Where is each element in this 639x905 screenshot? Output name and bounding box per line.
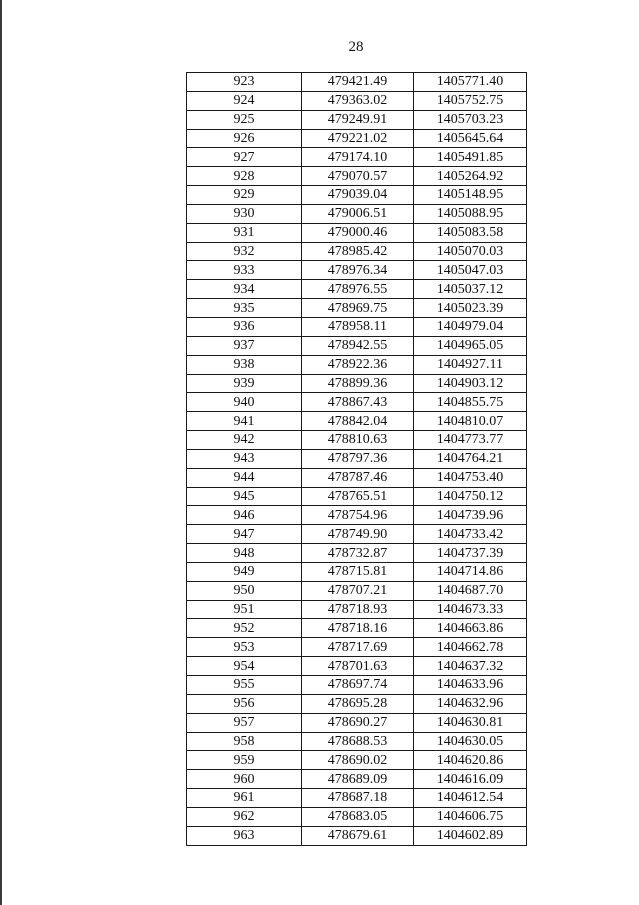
point-number-cell: 929 (187, 186, 302, 205)
table-row (187, 619, 527, 638)
point-number-cell: 952 (187, 619, 302, 638)
table-row (187, 336, 527, 355)
x-coordinate-cell: 478797.36 (302, 449, 414, 468)
x-coordinate-cell: 478765.51 (302, 487, 414, 506)
table-row (187, 562, 527, 581)
point-number-cell: 940 (187, 393, 302, 412)
x-coordinate-cell: 478715.81 (302, 562, 414, 581)
x-coordinate-cell: 478689.09 (302, 770, 414, 789)
table-row (187, 732, 527, 751)
y-coordinate-cell: 1404662.78 (414, 638, 527, 657)
y-coordinate-cell: 1404606.75 (414, 807, 527, 826)
table-row (187, 676, 527, 695)
table-row (187, 487, 527, 506)
x-coordinate-cell: 478683.05 (302, 807, 414, 826)
x-coordinate-cell: 479039.04 (302, 186, 414, 205)
x-coordinate-cell: 478718.16 (302, 619, 414, 638)
point-number-cell: 946 (187, 506, 302, 525)
point-number-cell: 950 (187, 581, 302, 600)
point-number-cell: 960 (187, 770, 302, 789)
point-number-cell: 948 (187, 544, 302, 563)
y-coordinate-cell: 1405752.75 (414, 91, 527, 110)
point-number-cell: 932 (187, 242, 302, 261)
table-row (187, 73, 527, 92)
x-coordinate-cell: 479070.57 (302, 167, 414, 186)
y-coordinate-cell: 1404810.07 (414, 412, 527, 431)
y-coordinate-cell: 1404616.09 (414, 770, 527, 789)
table-row (187, 826, 527, 845)
y-coordinate-cell: 1404773.77 (414, 431, 527, 450)
table-row (187, 638, 527, 657)
point-number-cell: 933 (187, 261, 302, 280)
x-coordinate-cell: 478867.43 (302, 393, 414, 412)
x-coordinate-cell: 478701.63 (302, 657, 414, 676)
x-coordinate-cell: 478749.90 (302, 525, 414, 544)
table-row (187, 431, 527, 450)
y-coordinate-cell: 1404633.96 (414, 676, 527, 695)
point-number-cell: 934 (187, 280, 302, 299)
table-row (187, 148, 527, 167)
point-number-cell: 924 (187, 91, 302, 110)
x-coordinate-cell: 479363.02 (302, 91, 414, 110)
x-coordinate-cell: 478922.36 (302, 355, 414, 374)
x-coordinate-cell: 478976.55 (302, 280, 414, 299)
table-row (187, 581, 527, 600)
y-coordinate-cell: 1405703.23 (414, 110, 527, 129)
table-row (187, 204, 527, 223)
y-coordinate-cell: 1404687.70 (414, 581, 527, 600)
table-row (187, 280, 527, 299)
page-number: 28 (348, 39, 364, 55)
y-coordinate-cell: 1405083.58 (414, 223, 527, 242)
point-number-cell: 944 (187, 468, 302, 487)
y-coordinate-cell: 1404673.33 (414, 600, 527, 619)
table-row (187, 167, 527, 186)
y-coordinate-cell: 1405771.40 (414, 73, 527, 92)
y-coordinate-cell: 1404855.75 (414, 393, 527, 412)
y-coordinate-cell: 1404733.42 (414, 525, 527, 544)
table-row (187, 299, 527, 318)
table-row (187, 751, 527, 770)
point-number-cell: 953 (187, 638, 302, 657)
point-number-cell: 936 (187, 317, 302, 336)
x-coordinate-cell: 479006.51 (302, 204, 414, 223)
point-number-cell: 930 (187, 204, 302, 223)
x-coordinate-cell: 478976.34 (302, 261, 414, 280)
table-row (187, 242, 527, 261)
table-row (187, 91, 527, 110)
y-coordinate-cell: 1404630.81 (414, 713, 527, 732)
point-number-cell: 956 (187, 694, 302, 713)
y-coordinate-cell: 1405070.03 (414, 242, 527, 261)
point-number-cell: 931 (187, 223, 302, 242)
x-coordinate-cell: 478754.96 (302, 506, 414, 525)
y-coordinate-cell: 1404753.40 (414, 468, 527, 487)
y-coordinate-cell: 1404663.86 (414, 619, 527, 638)
table-row (187, 393, 527, 412)
point-number-cell: 935 (187, 299, 302, 318)
x-coordinate-cell: 479221.02 (302, 129, 414, 148)
y-coordinate-cell: 1404637.32 (414, 657, 527, 676)
table-row (187, 600, 527, 619)
table-row (187, 110, 527, 129)
y-coordinate-cell: 1404927.11 (414, 355, 527, 374)
y-coordinate-cell: 1405088.95 (414, 204, 527, 223)
table-row (187, 525, 527, 544)
y-coordinate-cell: 1405037.12 (414, 280, 527, 299)
point-number-cell: 938 (187, 355, 302, 374)
point-number-cell: 928 (187, 167, 302, 186)
x-coordinate-cell: 479249.91 (302, 110, 414, 129)
x-coordinate-cell: 478942.55 (302, 336, 414, 355)
table-row (187, 129, 527, 148)
x-coordinate-cell: 478899.36 (302, 374, 414, 393)
y-coordinate-cell: 1404612.54 (414, 789, 527, 808)
table-row (187, 186, 527, 205)
coordinates-table (186, 72, 527, 846)
page-left-border (0, 0, 2, 905)
y-coordinate-cell: 1404714.86 (414, 562, 527, 581)
y-coordinate-cell: 1404903.12 (414, 374, 527, 393)
x-coordinate-cell: 478842.04 (302, 412, 414, 431)
table-row (187, 317, 527, 336)
y-coordinate-cell: 1405023.39 (414, 299, 527, 318)
table-row (187, 789, 527, 808)
table-row (187, 544, 527, 563)
table-row (187, 468, 527, 487)
x-coordinate-cell: 478707.21 (302, 581, 414, 600)
table-row (187, 807, 527, 826)
y-coordinate-cell: 1404737.39 (414, 544, 527, 563)
x-coordinate-cell: 478958.11 (302, 317, 414, 336)
x-coordinate-cell: 478969.75 (302, 299, 414, 318)
table-row (187, 506, 527, 525)
y-coordinate-cell: 1404620.86 (414, 751, 527, 770)
table-row (187, 713, 527, 732)
x-coordinate-cell: 478717.69 (302, 638, 414, 657)
point-number-cell: 941 (187, 412, 302, 431)
point-number-cell: 945 (187, 487, 302, 506)
point-number-cell: 955 (187, 676, 302, 695)
x-coordinate-cell: 478985.42 (302, 242, 414, 261)
table-row (187, 412, 527, 431)
point-number-cell: 951 (187, 600, 302, 619)
point-number-cell: 957 (187, 713, 302, 732)
point-number-cell: 926 (187, 129, 302, 148)
y-coordinate-cell: 1404979.04 (414, 317, 527, 336)
y-coordinate-cell: 1405264.92 (414, 167, 527, 186)
table-row (187, 261, 527, 280)
point-number-cell: 942 (187, 431, 302, 450)
y-coordinate-cell: 1404630.05 (414, 732, 527, 751)
x-coordinate-cell: 478697.74 (302, 676, 414, 695)
y-coordinate-cell: 1404739.96 (414, 506, 527, 525)
point-number-cell: 959 (187, 751, 302, 770)
x-coordinate-cell: 478690.27 (302, 713, 414, 732)
table-row (187, 770, 527, 789)
table-row (187, 223, 527, 242)
y-coordinate-cell: 1404632.96 (414, 694, 527, 713)
point-number-cell: 961 (187, 789, 302, 808)
x-coordinate-cell: 478690.02 (302, 751, 414, 770)
x-coordinate-cell: 479000.46 (302, 223, 414, 242)
table-row (187, 694, 527, 713)
x-coordinate-cell: 478679.61 (302, 826, 414, 845)
x-coordinate-cell: 478718.93 (302, 600, 414, 619)
y-coordinate-cell: 1404764.21 (414, 449, 527, 468)
point-number-cell: 943 (187, 449, 302, 468)
y-coordinate-cell: 1404602.89 (414, 826, 527, 845)
point-number-cell: 937 (187, 336, 302, 355)
point-number-cell: 939 (187, 374, 302, 393)
x-coordinate-cell: 478687.18 (302, 789, 414, 808)
point-number-cell: 947 (187, 525, 302, 544)
x-coordinate-cell: 478695.28 (302, 694, 414, 713)
y-coordinate-cell: 1405047.03 (414, 261, 527, 280)
point-number-cell: 925 (187, 110, 302, 129)
point-number-cell: 949 (187, 562, 302, 581)
point-number-cell: 963 (187, 826, 302, 845)
point-number-cell: 927 (187, 148, 302, 167)
y-coordinate-cell: 1404750.12 (414, 487, 527, 506)
y-coordinate-cell: 1405645.64 (414, 129, 527, 148)
coordinates-table-body (187, 73, 527, 846)
x-coordinate-cell: 478688.53 (302, 732, 414, 751)
point-number-cell: 923 (187, 73, 302, 92)
x-coordinate-cell: 478810.63 (302, 431, 414, 450)
table-row (187, 449, 527, 468)
y-coordinate-cell: 1405148.95 (414, 186, 527, 205)
point-number-cell: 962 (187, 807, 302, 826)
x-coordinate-cell: 478732.87 (302, 544, 414, 563)
table-row (187, 355, 527, 374)
y-coordinate-cell: 1404965.05 (414, 336, 527, 355)
x-coordinate-cell: 479174.10 (302, 148, 414, 167)
x-coordinate-cell: 478787.46 (302, 468, 414, 487)
table-row (187, 657, 527, 676)
point-number-cell: 958 (187, 732, 302, 751)
table-row (187, 374, 527, 393)
x-coordinate-cell: 479421.49 (302, 73, 414, 92)
y-coordinate-cell: 1405491.85 (414, 148, 527, 167)
point-number-cell: 954 (187, 657, 302, 676)
